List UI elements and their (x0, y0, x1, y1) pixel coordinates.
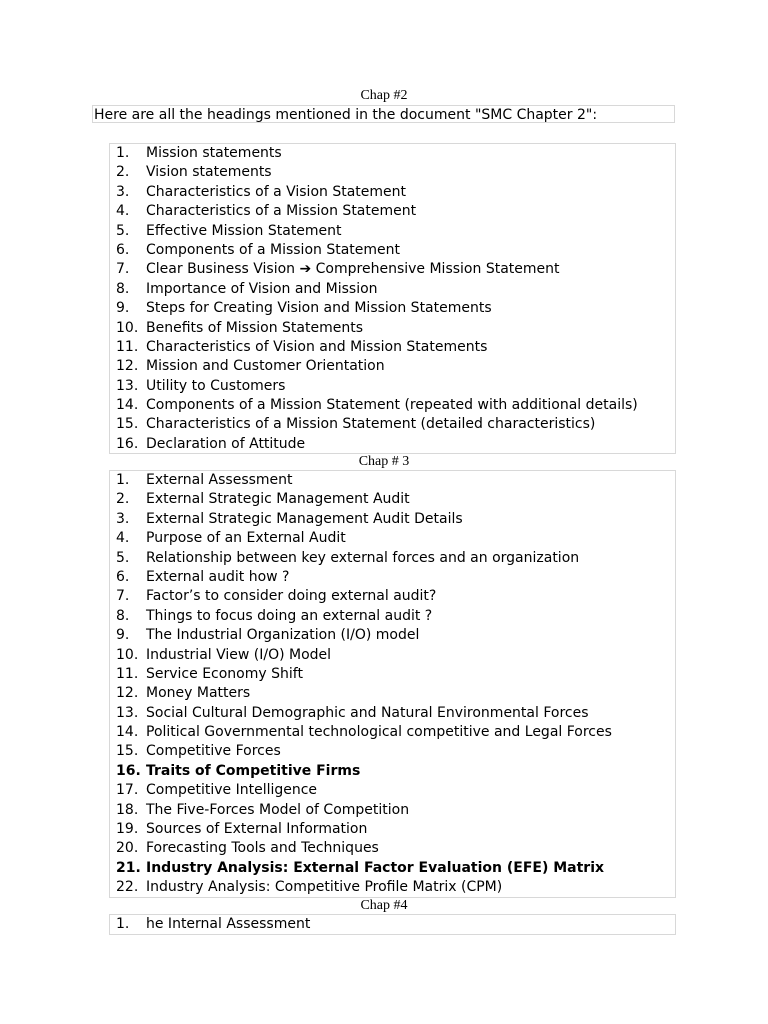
list-item (110, 490, 675, 509)
list-item (110, 781, 675, 800)
list-item (110, 839, 675, 858)
item-number: 21. (116, 859, 141, 876)
item-number: 1. (116, 472, 130, 488)
item-text: Steps for Creating Vision and Mission Statements (146, 300, 492, 317)
list-item (110, 607, 675, 626)
list-item (110, 665, 675, 684)
list-item (110, 202, 675, 221)
item-text: Social Cultural Demographic and Natural Environmental Forces (146, 704, 589, 721)
item-text: The Five-Forces Model of Competition (146, 801, 410, 818)
item-text: Things to focus doing an external audit ? (146, 607, 433, 624)
item-text: Characteristics of a Mission Statement (detailed characteristics) (146, 416, 596, 433)
chap4-list-box (109, 914, 676, 935)
item-number: 16. (116, 435, 139, 452)
item-number: 12. (116, 358, 139, 375)
list-item (110, 163, 675, 182)
item-number: 18. (116, 801, 139, 818)
list-item (110, 684, 675, 703)
chap3-list (110, 471, 675, 898)
item-text: Vision statements (146, 164, 272, 181)
list-item (110, 299, 675, 318)
item-text: Industry Analysis: External Factor Evaluation (EFE) Matrix (146, 859, 605, 876)
item-number: 5. (116, 222, 130, 239)
item-text: Clear Business Vision ➔ Comprehensive Mission Statement (146, 261, 560, 278)
list-item (110, 820, 675, 839)
list-item (110, 549, 675, 568)
list-item (110, 723, 675, 742)
item-text: Characteristics of a Vision Statement (146, 183, 406, 200)
chap2-list-box (109, 143, 676, 454)
item-number: 11. (116, 338, 139, 355)
chap2-heading: Chap #2 (360, 88, 408, 103)
item-text: Characteristics of a Mission Statement (146, 203, 417, 220)
item-text: Purpose of an External Audit (146, 530, 346, 547)
item-number: 10. (116, 646, 139, 663)
list-item (110, 626, 675, 645)
item-number: 8. (116, 280, 130, 297)
item-text: Competitive Forces (146, 743, 281, 760)
item-number: 2. (116, 164, 130, 181)
item-number: 4. (116, 203, 130, 220)
chap4-heading: Chap #4 (360, 898, 408, 913)
item-text: Forecasting Tools and Techniques (146, 840, 379, 857)
item-text: Effective Mission Statement (146, 222, 342, 239)
item-number: 12. (116, 685, 139, 702)
list-item (110, 260, 675, 279)
list-item (110, 396, 675, 415)
item-number: 4. (116, 530, 130, 547)
list-item (110, 510, 675, 529)
list-item (110, 357, 675, 376)
item-number: 10. (116, 319, 139, 336)
list-item (110, 471, 675, 490)
item-number: 6. (116, 568, 130, 585)
list-item (110, 762, 675, 781)
item-number: 3. (116, 510, 130, 527)
item-text: External Strategic Management Audit Details (146, 510, 463, 527)
item-text: Political Governmental technological competitive and Legal Forces (146, 724, 612, 741)
item-text: Benefits of Mission Statements (146, 319, 363, 336)
item-text: Utility to Customers (146, 377, 286, 394)
list-item (110, 568, 675, 587)
item-text: External Assessment (146, 472, 293, 488)
item-text: Sources of External Information (146, 821, 368, 838)
item-text: Money Matters (146, 685, 251, 702)
item-text: Declaration of Attitude (146, 435, 306, 452)
item-number: 14. (116, 724, 139, 741)
item-number: 15. (116, 743, 139, 760)
item-number: 17. (116, 782, 139, 799)
list-item (110, 338, 675, 357)
list-item (110, 915, 675, 934)
item-number: 8. (116, 607, 130, 624)
item-number: 13. (116, 377, 139, 394)
chap3-list-box (109, 470, 676, 898)
chap4-list (110, 915, 675, 934)
item-number: 6. (116, 241, 130, 258)
item-number: 9. (116, 627, 130, 644)
item-text: Components of a Mission Statement (146, 241, 401, 258)
item-number: 5. (116, 549, 130, 566)
item-text: Industrial View (I/O) Model (146, 646, 332, 663)
item-text: Traits of Competitive Firms (146, 762, 361, 779)
item-number: 20. (116, 840, 139, 857)
list-item (110, 435, 675, 454)
item-text: The Industrial Organization (I/O) model (146, 627, 420, 644)
list-item (110, 222, 675, 241)
item-text: External audit how ? (146, 568, 290, 585)
item-number: 19. (116, 821, 139, 838)
list-item (110, 704, 675, 723)
list-item (110, 415, 675, 434)
chap2-list (110, 144, 675, 454)
list-item (110, 878, 675, 897)
item-text: Service Economy Shift (146, 665, 303, 682)
item-number: 16. (116, 762, 141, 779)
item-text: Industry Analysis: Competitive Profile Matrix (CPM) (146, 879, 503, 896)
item-number: 15. (116, 416, 139, 433)
item-number: 13. (116, 704, 139, 721)
list-item (110, 801, 675, 820)
item-number: 2. (116, 491, 130, 508)
item-text: Competitive Intelligence (146, 782, 318, 799)
item-text: Factor’s to consider doing external audit? (146, 588, 437, 605)
intro-text: Here are all the headings mentioned in the document "SMC Chapter 2": (92, 105, 675, 123)
item-text: Components of a Mission Statement (repeated with additional details) (146, 397, 638, 414)
list-item (110, 529, 675, 548)
item-number: 7. (116, 261, 130, 278)
list-item (110, 183, 675, 202)
item-text: Importance of Vision and Mission (146, 280, 378, 297)
item-text: Mission statements (146, 145, 282, 161)
item-number: 1. (116, 916, 130, 932)
list-item (110, 377, 675, 396)
item-number: 14. (116, 397, 139, 414)
list-item (110, 742, 675, 761)
item-number: 3. (116, 183, 130, 200)
item-text: External Strategic Management Audit (146, 491, 410, 508)
list-item (110, 241, 675, 260)
item-number: 1. (116, 145, 130, 161)
item-number: 9. (116, 300, 130, 317)
item-text: he Internal Assessment (146, 916, 311, 932)
chap3-heading: Chap # 3 (358, 454, 410, 469)
list-item (110, 144, 675, 163)
item-number: 22. (116, 879, 139, 896)
item-number: 11. (116, 665, 139, 682)
item-text: Characteristics of Vision and Mission Statements (146, 338, 488, 355)
list-item (110, 646, 675, 665)
item-number: 7. (116, 588, 130, 605)
list-item (110, 587, 675, 606)
item-text: Relationship between key external forces and an organization (146, 549, 580, 566)
item-text: Mission and Customer Orientation (146, 358, 385, 375)
list-item (110, 319, 675, 338)
list-item (110, 859, 675, 878)
list-item (110, 280, 675, 299)
